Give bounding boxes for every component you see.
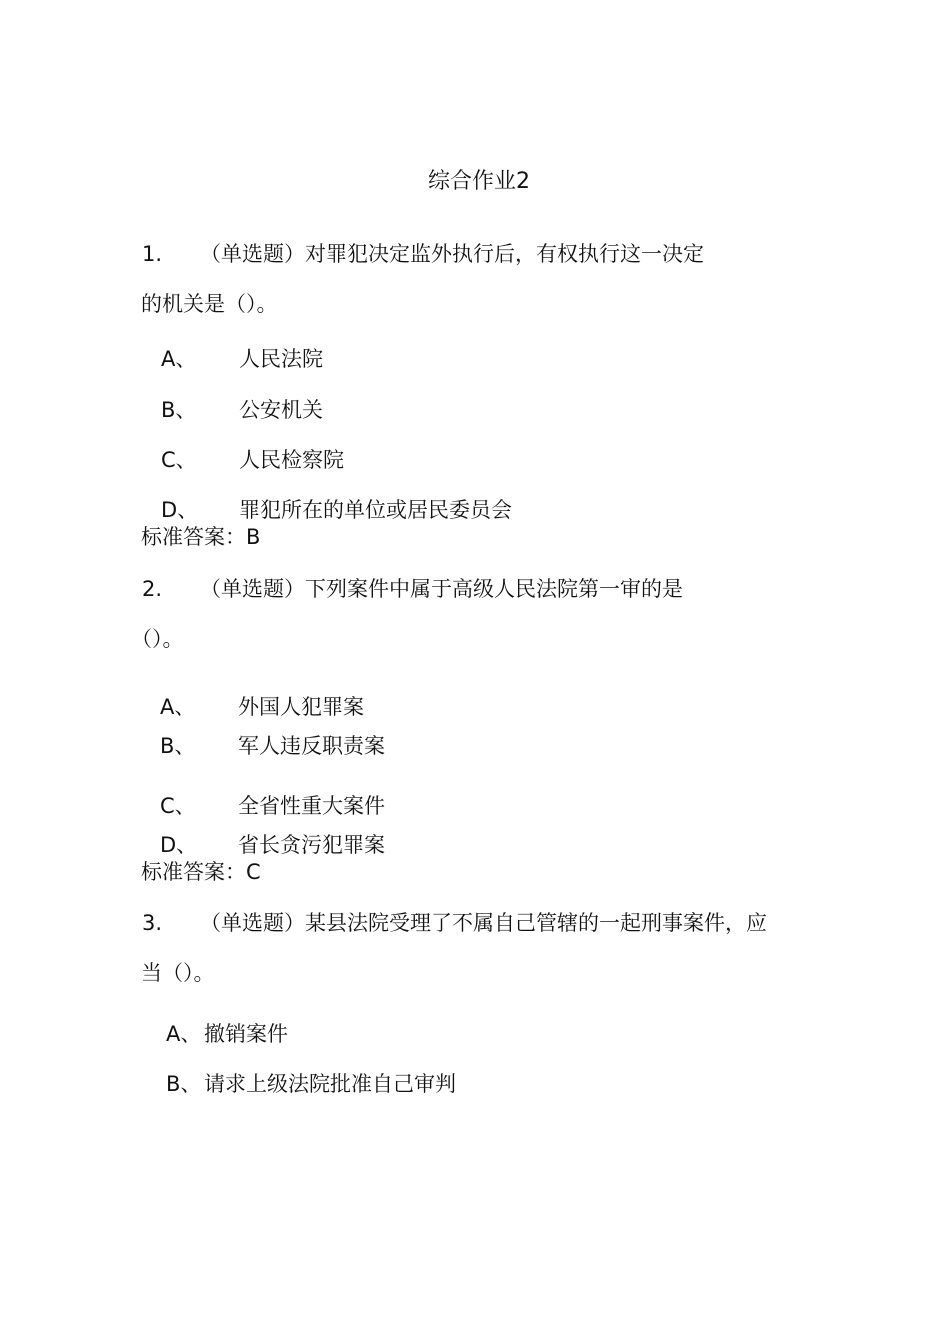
option-text: 军人违反职责案 [238,734,385,758]
option-letter: C、 [161,448,197,472]
document-title: 综合作业2 [428,169,530,194]
option-text: 人民法院 [239,347,323,371]
option-text: 省长贪污犯罪案 [238,833,385,857]
option-text: 罪犯所在的单位或居民委员会 [239,498,512,522]
question-number: 3. [142,911,163,935]
option-letter: D、 [161,498,199,522]
option-letter: B、 [161,398,197,422]
option-text: 公安机关 [239,398,323,422]
option-letter: A、 [166,1022,202,1046]
question-text: （单选题）某县法院受理了不属自己管辖的一起刑事案件，应 [200,911,767,935]
option-letter: C、 [160,794,196,818]
question-number: 1. [142,242,163,266]
question-text-continued: 当（）。 [141,961,215,985]
option-letter: A、 [161,347,197,371]
option-text: 请求上级法院批准自己审判 [204,1072,456,1096]
question-text: （单选题）下列案件中属于高级人民法院第一审的是 [200,577,683,601]
option-letter: A、 [160,695,196,719]
option-text: 外国人犯罪案 [238,695,364,719]
question-text-continued: 的机关是（）。 [141,292,278,316]
option-letter: B、 [160,734,196,758]
option-letter: D、 [160,833,198,857]
option-text: 人民检察院 [239,448,344,472]
question-number: 2. [142,577,163,601]
question-text: （单选题）对罪犯决定监外执行后，有权执行这一决定 [200,242,704,266]
standard-answer: 标准答案：B [141,525,261,549]
standard-answer: 标准答案：C [141,860,261,884]
option-text: 全省性重大案件 [238,794,385,818]
option-text: 撤销案件 [204,1022,288,1046]
option-letter: B、 [166,1072,202,1096]
question-text-continued: （）。 [131,627,184,651]
